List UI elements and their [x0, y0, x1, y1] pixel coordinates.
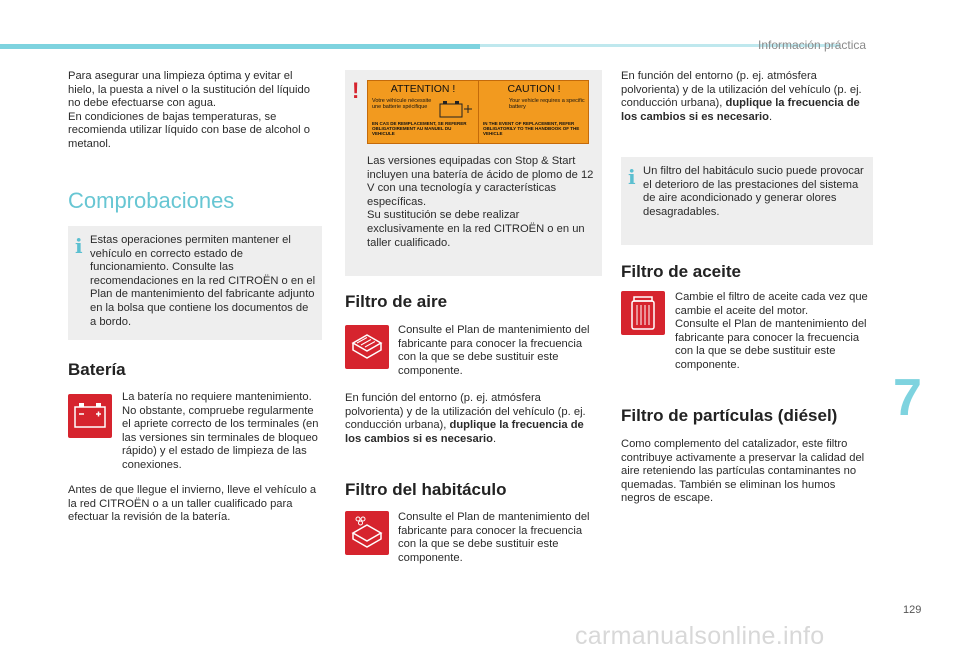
- section-title: Información práctica: [758, 38, 867, 52]
- aceite-text: Cambie el filtro de aceite cada vez que cambie el aceite del motor. Consulte el Plan de mantenimiento del fabricante para conocer la frecuencia con la que se debe sustituir este componente.: [675, 291, 868, 371]
- col3-text-c: .: [769, 110, 773, 123]
- cabin-filter-icon: [345, 511, 389, 555]
- battery-symbol-icon: [438, 99, 474, 119]
- page-title: Comprobaciones: [68, 188, 235, 213]
- aire-text-2-bold: duplique la frecuencia de los cambios si es necesario: [345, 419, 584, 445]
- aire-text-2-a: En función del entorno (p. ej. atmósfera polvorienta) y de la utilización del vehículo (p. ej. conducción urbana),: [345, 392, 586, 432]
- info-box-comprobaciones: [68, 226, 322, 340]
- heading-filtro-particulas: Filtro de partículas (diésel): [621, 406, 838, 425]
- heading-filtro-habitaculo: Filtro del habitáculo: [345, 480, 507, 499]
- particulas-text: Como complemento del catalizador, este filtro contribuye activamente a preservar la calidad del aire reteniendo las partículas contaminantes no quemadas. También se eliminan los humos negros de escape.: [621, 438, 865, 505]
- label-left-bottom: EN CAS DE REMPLACEMENT, SE REFERER OBLIGATOIREMENT AU MANUEL DU VEHICULE: [372, 121, 467, 136]
- info-text-habitaculo: Un filtro del habitáculo sucio puede provocar el deterioro de las prestaciones del sistema de aire acondicionado y generar olores desagradables.: [643, 165, 864, 218]
- battery-icon: [68, 394, 112, 438]
- col3-text: [621, 70, 875, 124]
- label-right-bottom: IN THE EVENT OF REPLACEMENT, REFER OBLIGATORILY TO THE HANDBOOK OF THE VEHICLE: [483, 121, 580, 136]
- warning-icon: !: [352, 78, 360, 103]
- info-text: Estas operaciones permiten mantener el vehículo en correcto estado de funcionamiento. Consulte las recomendaciones en la red CITROËN o en el Plan de mantenimiento del fabricante adjunto en la bolsa que contiene los documentos de a bordo.: [90, 234, 316, 328]
- oil-filter-icon: [621, 291, 665, 335]
- warning-text: Las versiones equipadas con Stop & Start incluyen una batería de ácido de plomo de 12 V con una tecnología y características específicas. Su sustitución se debe realizar exclusivamente en la red CITROËN o en un taller cualificado.: [367, 155, 594, 249]
- info-icon: i: [75, 234, 83, 258]
- air-filter-icon: [345, 325, 389, 369]
- heading-filtro-aceite: Filtro de aceite: [621, 262, 741, 281]
- watermark: carmanualsonline.info: [575, 622, 825, 650]
- aire-text: Consulte el Plan de mantenimiento del fabricante para conocer la frecuencia con la que se debe sustituir este componente.: [398, 324, 590, 377]
- label-attention: ATTENTION !: [390, 83, 456, 95]
- info-box-habitaculo: [621, 157, 873, 245]
- heading-bateria: Batería: [68, 360, 126, 379]
- info-icon: i: [628, 165, 636, 189]
- battery-warning-label: [367, 80, 589, 144]
- label-left-sub: Votre véhicule nécessite une batterie spécifique: [372, 98, 432, 110]
- col3-text-bold: duplique la frecuencia de los cambios si es necesario: [621, 97, 860, 123]
- warning-box-battery: [345, 70, 602, 276]
- habitaculo-text: Consulte el Plan de mantenimiento del fabricante para conocer la frecuencia con la que se debe sustituir este componente.: [398, 511, 590, 564]
- chapter-number: 7: [893, 369, 922, 427]
- heading-filtro-aire: Filtro de aire: [345, 292, 448, 311]
- aire-text-2-c: .: [493, 432, 497, 445]
- header-accent-bar: [0, 44, 480, 49]
- col3-text-a: En función del entorno (p. ej. atmósfera polvorienta) y de la utilización del vehículo (p. ej. conducción urbana),: [621, 70, 862, 110]
- aire-text-2: [345, 392, 601, 446]
- page-number: 129: [903, 604, 922, 616]
- label-caution: CAUTION !: [507, 83, 561, 95]
- label-right-sub: Your vehicle requires a specific battery: [509, 98, 585, 110]
- intro-text: Para asegurar una limpieza óptima y evitar el hielo, la puesta a nivel o la sustitución del líquido no debe efectuarse con agua. En condiciones de bajas temperaturas, se recomienda utilizar líquido con base de alcohol o metanol.: [68, 70, 310, 150]
- bateria-text: La batería no requiere mantenimiento. No obstante, compruebe regularmente el apriete correcto de los terminales (en las versiones sin terminales de bloqueo rápido) y el estado de limpieza de las conexiones.: [122, 391, 319, 471]
- bateria-text-2: Antes de que llegue el invierno, lleve el vehículo a la red CITROËN o a un taller cualificado para efectuar la revisión de la batería.: [68, 484, 317, 524]
